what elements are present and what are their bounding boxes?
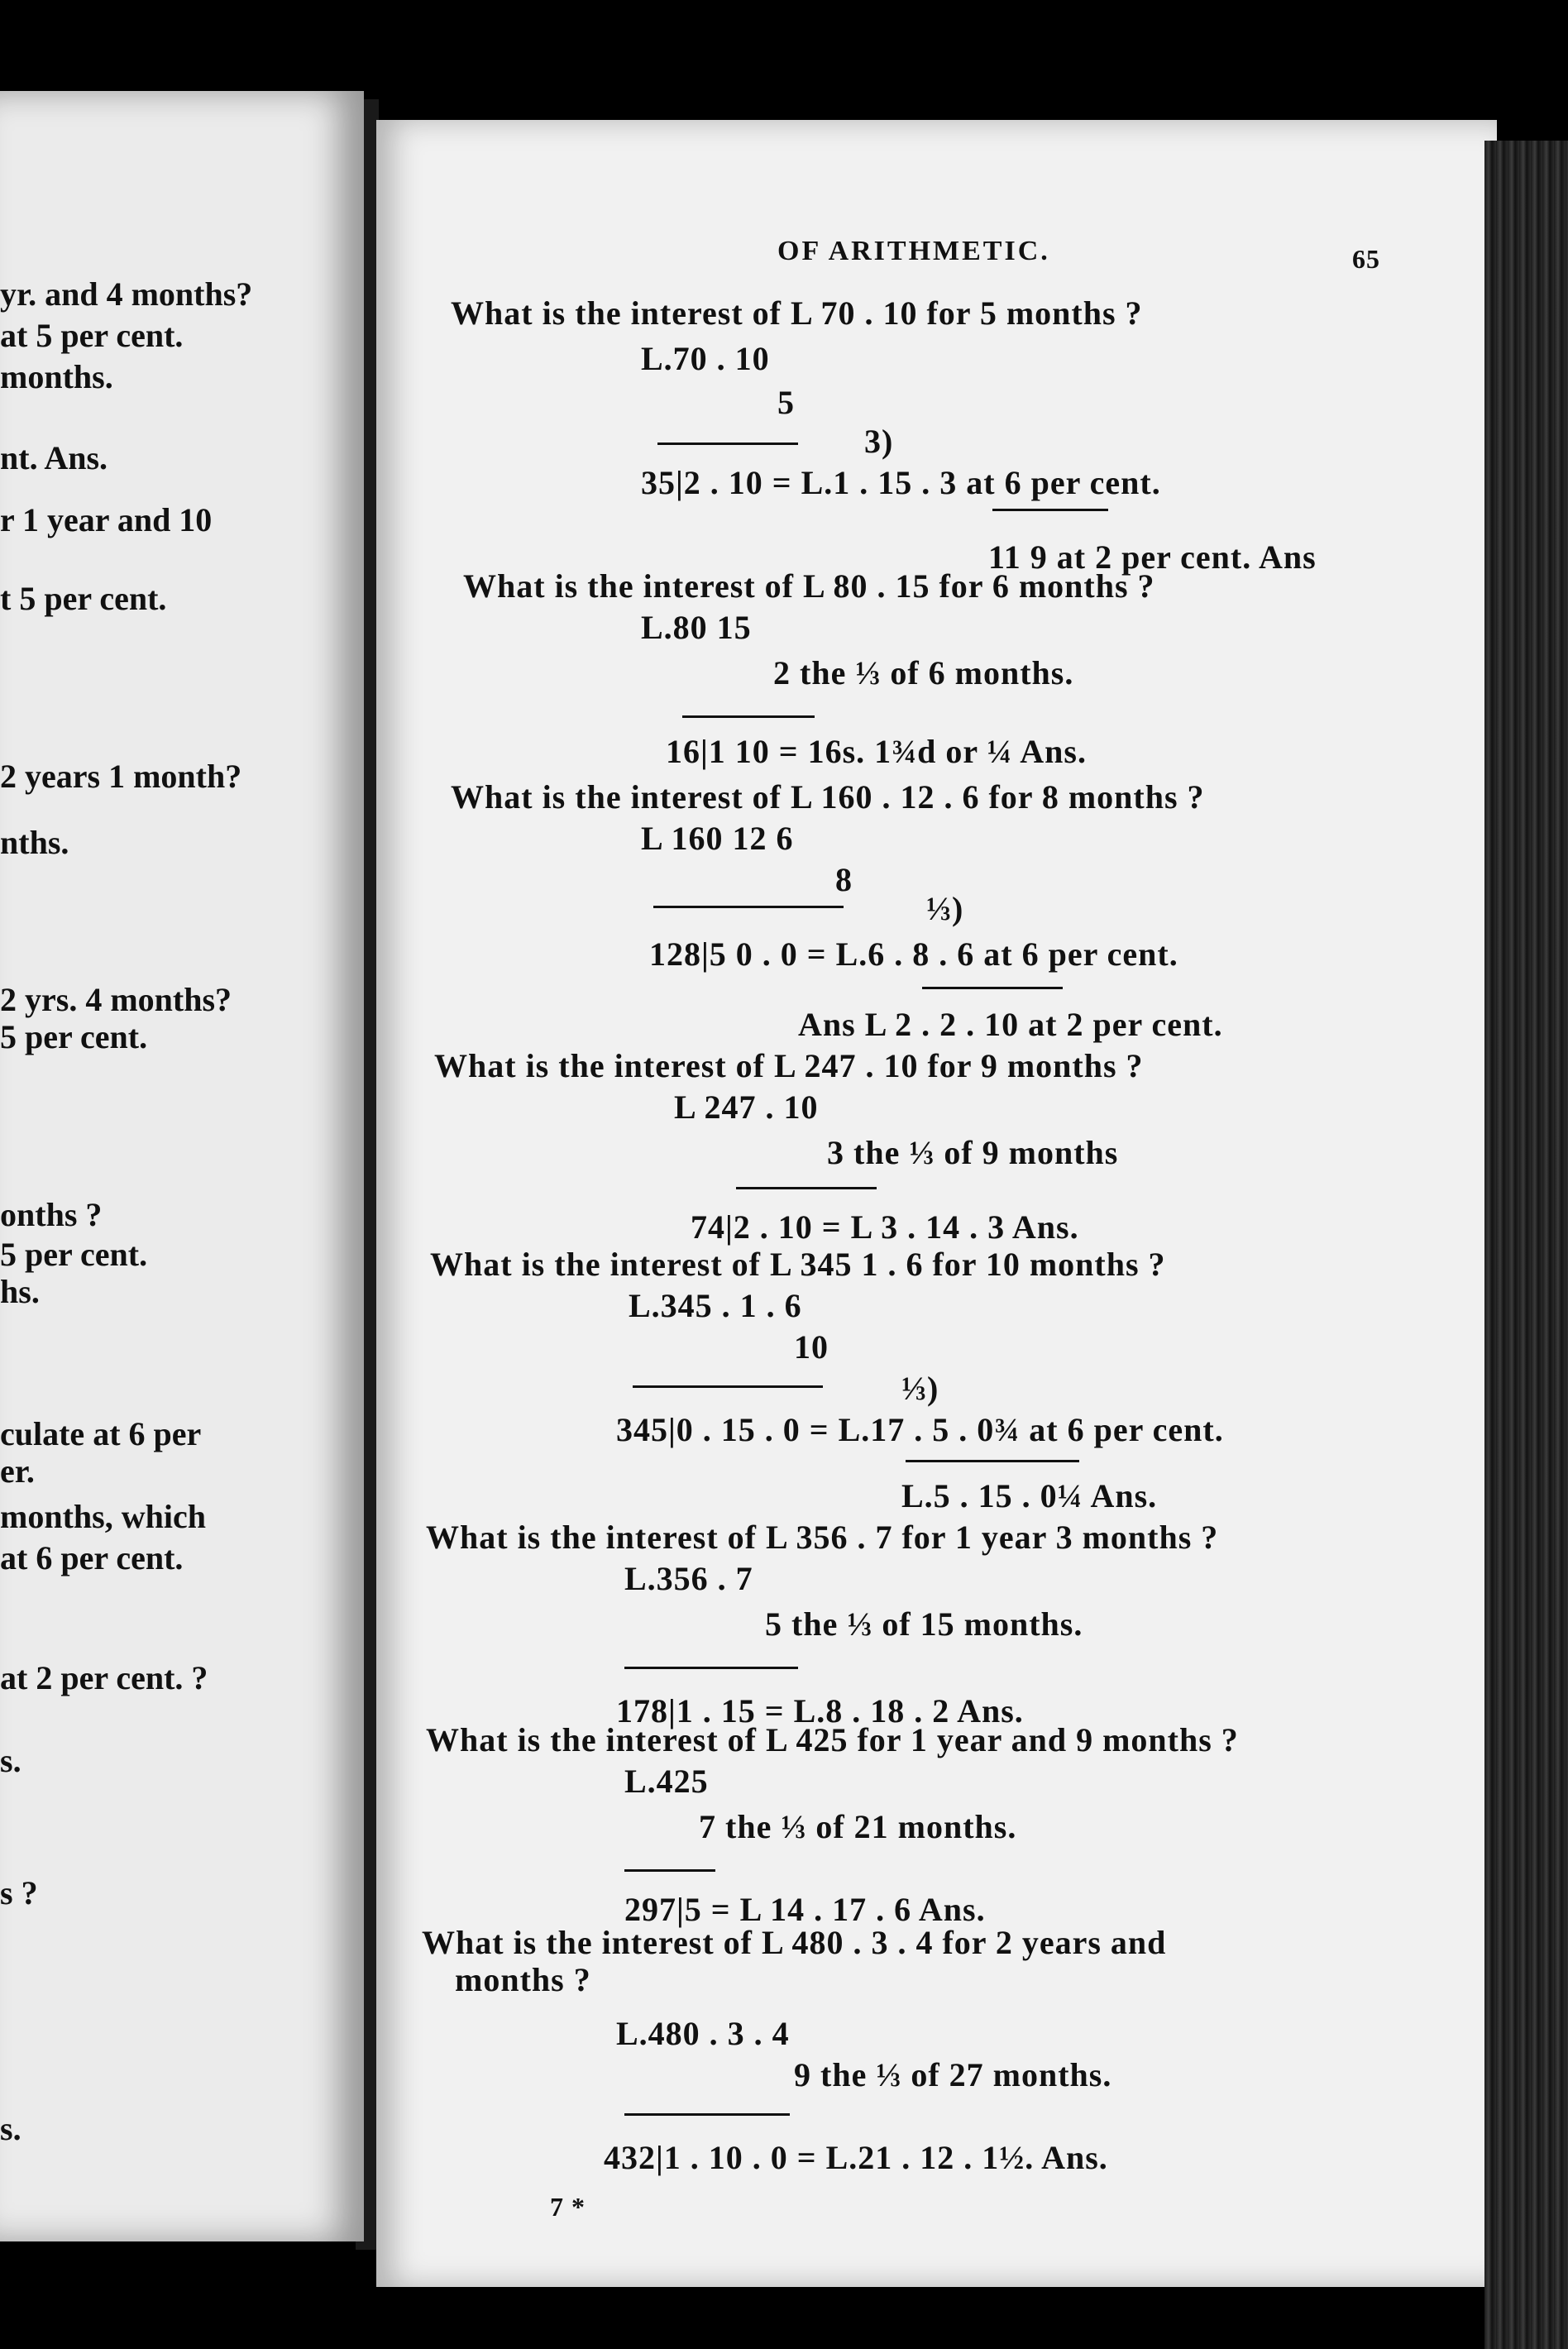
work-line: 74|2 . 10 = L 3 . 14 . 3 Ans. bbox=[691, 1208, 1079, 1246]
work-line: 128|5 0 . 0 = L.6 . 8 . 6 at 6 per cent. bbox=[649, 935, 1178, 973]
work-line: 178|1 . 15 = L.8 . 18 . 2 Ans. bbox=[616, 1692, 1024, 1729]
work-rule bbox=[906, 1460, 1079, 1462]
work-line: L.5 . 15 . 0¼ Ans. bbox=[901, 1477, 1158, 1514]
work-rule bbox=[624, 1869, 715, 1872]
work-line: 16|1 10 = 16s. 1¾d or ¼ Ans. bbox=[666, 733, 1087, 770]
left-line: at 6 per cent. bbox=[0, 1539, 184, 1576]
work-line: L.356 . 7 bbox=[624, 1560, 753, 1597]
right-page bbox=[376, 120, 1497, 2287]
page-number: 65 bbox=[1352, 244, 1380, 274]
work-line: 35|2 . 10 = L.1 . 15 . 3 at 6 per cent. bbox=[641, 464, 1161, 501]
left-line: er. bbox=[0, 1452, 35, 1490]
work-line: L.70 . 10 bbox=[641, 340, 770, 377]
work-line: ⅓) bbox=[901, 1370, 939, 1407]
left-line: 2 years 1 month? bbox=[0, 758, 242, 795]
signature-mark: 7 * bbox=[550, 2192, 586, 2222]
left-line: nt. Ans. bbox=[0, 439, 108, 476]
left-line: nths. bbox=[0, 824, 69, 861]
work-line: 5 the ⅓ of 15 months. bbox=[765, 1605, 1083, 1643]
left-line: 5 per cent. bbox=[0, 1018, 148, 1055]
left-line: at 5 per cent. bbox=[0, 317, 184, 354]
work-line: 11 9 at 2 per cent. Ans bbox=[988, 538, 1317, 576]
problem-question: What is the interest of L 160 . 12 . 6 for 8 months ? bbox=[451, 778, 1205, 816]
left-line: hs. bbox=[0, 1273, 40, 1310]
problem-question: What is the interest of L 356 . 7 for 1 year 3 months ? bbox=[426, 1519, 1219, 1556]
work-line: L.80 15 bbox=[641, 609, 752, 646]
work-line: 9 the ⅓ of 27 months. bbox=[794, 2056, 1112, 2093]
work-line: 3 the ⅓ of 9 months bbox=[827, 1134, 1119, 1171]
problem-question: What is the interest of L 425 for 1 year and 9 months ? bbox=[426, 1721, 1239, 1758]
left-line: 5 per cent. bbox=[0, 1236, 148, 1273]
left-line: t 5 per cent. bbox=[0, 580, 167, 617]
work-rule bbox=[922, 987, 1063, 989]
work-line: 7 the ⅓ of 21 months. bbox=[699, 1808, 1017, 1845]
left-line: at 2 per cent. ? bbox=[0, 1659, 208, 1696]
work-line: 8 bbox=[835, 861, 853, 898]
work-rule bbox=[657, 443, 798, 445]
work-rule bbox=[653, 906, 844, 908]
problem-question: What is the interest of L 247 . 10 for 9 months ? bbox=[434, 1047, 1144, 1084]
page-header-title: OF ARITHMETIC. bbox=[777, 236, 1050, 266]
left-line: months, which bbox=[0, 1498, 206, 1535]
left-line: s. bbox=[0, 2110, 22, 2147]
work-line: 5 bbox=[777, 384, 795, 421]
work-rule bbox=[992, 509, 1108, 511]
work-rule bbox=[736, 1187, 877, 1189]
work-line: L.425 bbox=[624, 1763, 709, 1800]
problem-question-continued: months ? bbox=[455, 1961, 591, 1998]
work-line: 3) bbox=[864, 423, 894, 460]
work-line: 297|5 = L 14 . 17 . 6 Ans. bbox=[624, 1891, 986, 1928]
left-page bbox=[0, 91, 364, 2241]
problem-question: What is the interest of L 70 . 10 for 5 months ? bbox=[451, 294, 1143, 332]
work-line: L.480 . 3 . 4 bbox=[616, 2015, 790, 2052]
left-line: 2 yrs. 4 months? bbox=[0, 981, 232, 1018]
work-rule bbox=[682, 715, 815, 718]
work-line: Ans L 2 . 2 . 10 at 2 per cent. bbox=[798, 1006, 1223, 1043]
left-line: months. bbox=[0, 358, 113, 395]
work-line: 432|1 . 10 . 0 = L.21 . 12 . 1½. Ans. bbox=[604, 2139, 1108, 2176]
work-line: 345|0 . 15 . 0 = L.17 . 5 . 0¾ at 6 per cent. bbox=[616, 1411, 1224, 1448]
left-line: s ? bbox=[0, 1874, 38, 1911]
problem-question: What is the interest of L 345 1 . 6 for 10 months ? bbox=[430, 1246, 1166, 1283]
left-line: r 1 year and 10 bbox=[0, 501, 213, 538]
left-line: onths ? bbox=[0, 1196, 103, 1233]
work-rule bbox=[624, 1667, 798, 1669]
work-line: L 247 . 10 bbox=[674, 1088, 819, 1126]
work-rule bbox=[624, 2113, 790, 2116]
problem-question: What is the interest of L 480 . 3 . 4 for 2 years and bbox=[422, 1924, 1167, 1961]
left-line: yr. and 4 months? bbox=[0, 275, 253, 313]
work-rule bbox=[633, 1385, 823, 1388]
work-line: 10 bbox=[794, 1328, 829, 1366]
left-line: culate at 6 per bbox=[0, 1415, 202, 1452]
left-line: s. bbox=[0, 1742, 22, 1779]
work-line: L 160 12 6 bbox=[641, 820, 794, 857]
work-line: ⅓) bbox=[926, 890, 964, 927]
problem-question: What is the interest of L 80 . 15 for 6 months ? bbox=[463, 567, 1155, 605]
work-line: 2 the ⅓ of 6 months. bbox=[773, 654, 1074, 691]
page-edges bbox=[1484, 141, 1568, 2349]
work-line: L.345 . 1 . 6 bbox=[629, 1287, 802, 1324]
